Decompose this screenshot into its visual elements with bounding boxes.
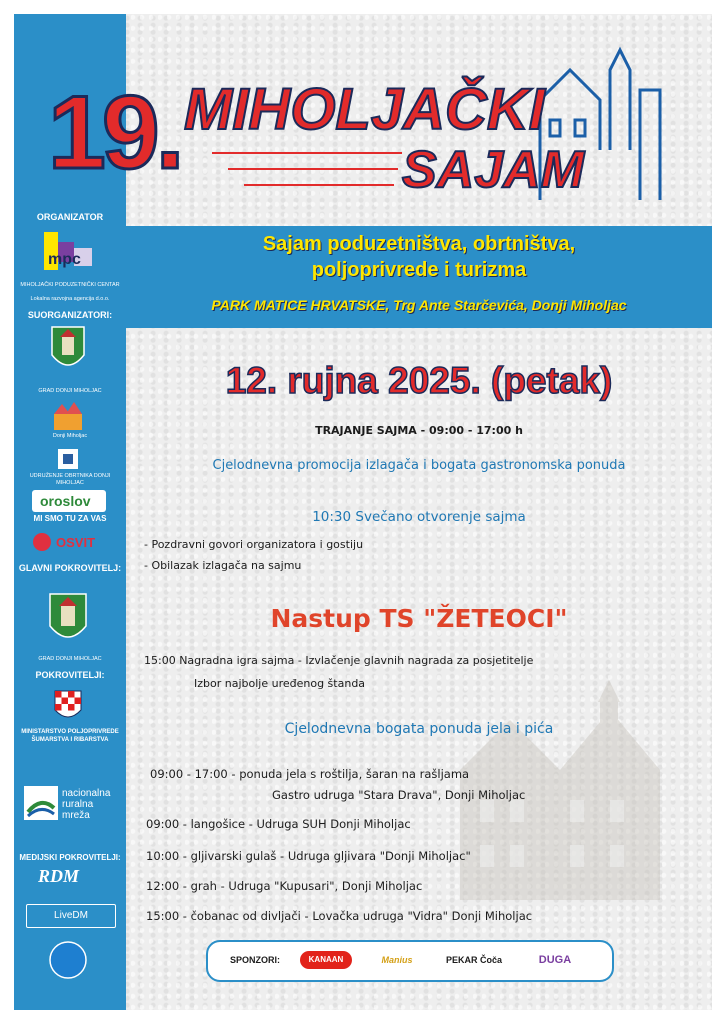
croatia-coat-icon: [54, 690, 82, 724]
svg-text:RDM: RDM: [38, 866, 80, 886]
svg-text:oroslov: oroslov: [40, 493, 91, 509]
pokrovitelji-label: POKROVITELJI:: [35, 670, 105, 680]
food-item: 09:00 - langošice - Udruga SUH Donji Miholjac: [146, 817, 411, 831]
sponsor-kanaan: KANAAN: [300, 951, 352, 969]
svg-text:mpc: mpc: [48, 251, 81, 268]
miholjac-info-icon: [48, 940, 88, 980]
subtitle-banner: [126, 226, 712, 328]
mpc-logo-icon: [40, 228, 96, 278]
food-item: 15:00 - čobanac od divljači - Lovačka udruga "Vidra" Donji Miholjac: [146, 909, 533, 923]
udruzenje-logo-icon: [57, 448, 79, 470]
grad-caption-2: GRAD DONJI MIHOLJAC: [38, 656, 102, 662]
fair-duration: TRAJANJE SAJMA - 09:00 - 17:00 h: [315, 424, 523, 437]
food-item: 09:00 - 17:00 - ponuda jela s roštilja, šaran na rašljama: [150, 767, 470, 781]
org-logo-sub: Lokalna razvojna agencija d.o.o.: [30, 296, 110, 302]
food-heading: Cjelodnevna bogata ponuda jela i pića: [284, 721, 554, 737]
performance-title: Nastup TS "ŽETEOCI": [270, 604, 568, 633]
bullet-item: - Obilazak izlagača na sajmu: [144, 559, 302, 572]
ministarstvo-caption: MINISTARSTVO POLJOPRIVREDE ŠUMARSTVA I RIBARSTVA: [21, 729, 119, 743]
dm-castle-icon: [50, 400, 86, 432]
livedm-badge: LiveDM: [26, 904, 116, 928]
sponsors-bar: [206, 940, 614, 982]
prize-line-1: 15:00 Nagradna igra sajma - Izvlačenje glavnih nagrada za posjetitelje: [144, 654, 534, 667]
banner-line-2: poljoprivrede i turizma: [311, 259, 527, 281]
grad-caption: GRAD DONJI MIHOLJAC: [38, 388, 102, 394]
food-item: 12:00 - grah - Udruga "Kupusari", Donji Miholjac: [146, 879, 423, 893]
title-line-2: SAJAM: [402, 141, 585, 199]
edition-number: 19.: [48, 75, 181, 191]
banner-line-1: Sajam poduzetništva, obrtništva,: [262, 233, 576, 255]
dm-caption: Donji Miholjac: [52, 433, 88, 439]
speed-line: [244, 184, 394, 186]
radio-logo-icon: [34, 864, 104, 888]
sponsor-duga: DUGA: [538, 954, 572, 966]
org-logo-text: MIHOLJAČKI PODUZETNIČKI CENTAR: [20, 282, 120, 288]
sponsor-pekar: PEKAR Čoča: [445, 955, 502, 965]
slogan: MI SMO TU ZA VAS: [33, 514, 107, 523]
speed-line: [228, 168, 398, 170]
udruzenje-caption: UDRUŽENJE OBRTNIKA DONJI MIHOLJAC: [29, 473, 111, 486]
sponsors-label: SPONZORI:: [229, 955, 280, 965]
suorganizatori-label: SUORGANIZATORI:: [27, 310, 113, 320]
food-item: 10:00 - gljivarski gulaš - Udruga gljivara "Donji Miholjac": [146, 849, 471, 863]
svg-text:OSVIT: OSVIT: [56, 535, 96, 550]
organizator-label: ORGANIZATOR: [36, 212, 104, 222]
medijski-label: MEDIJSKI POKROVITELJI:: [19, 853, 121, 862]
grad-crest-icon: [50, 325, 86, 375]
orostov-logo-icon: [32, 490, 106, 512]
mreza-caption: nacionalna ruralna mreža: [62, 788, 111, 821]
prize-line-2: Izbor najbolje uređenog štanda: [194, 677, 366, 690]
speed-line: [212, 152, 402, 154]
promo-line: Cjelodnevna promocija izlagača i bogata gastronomska ponuda: [212, 458, 626, 473]
opening-line: 10:30 Svečano otvorenje sajma: [312, 509, 526, 525]
banner-location: PARK MATICE HRVATSKE, Trg Ante Starčevića, Donji Miholjac: [211, 297, 627, 313]
glavni-label: GLAVNI POKROVITELJ:: [18, 563, 122, 573]
event-date: 12. rujna 2025. (petak): [225, 360, 613, 401]
sponsor-manius: Manius: [381, 955, 413, 965]
osvit-logo-icon: [32, 530, 106, 554]
nrm-logo-icon: [24, 786, 58, 820]
title-line-1: MIHOLJAČKI: [184, 77, 545, 142]
grad-crest-icon-2: [48, 592, 88, 648]
food-item-sub: Gastro udruga "Stara Drava", Donji Miholjac: [272, 788, 526, 802]
bullet-item: - Pozdravni govori organizatora i gostiju: [144, 538, 364, 551]
